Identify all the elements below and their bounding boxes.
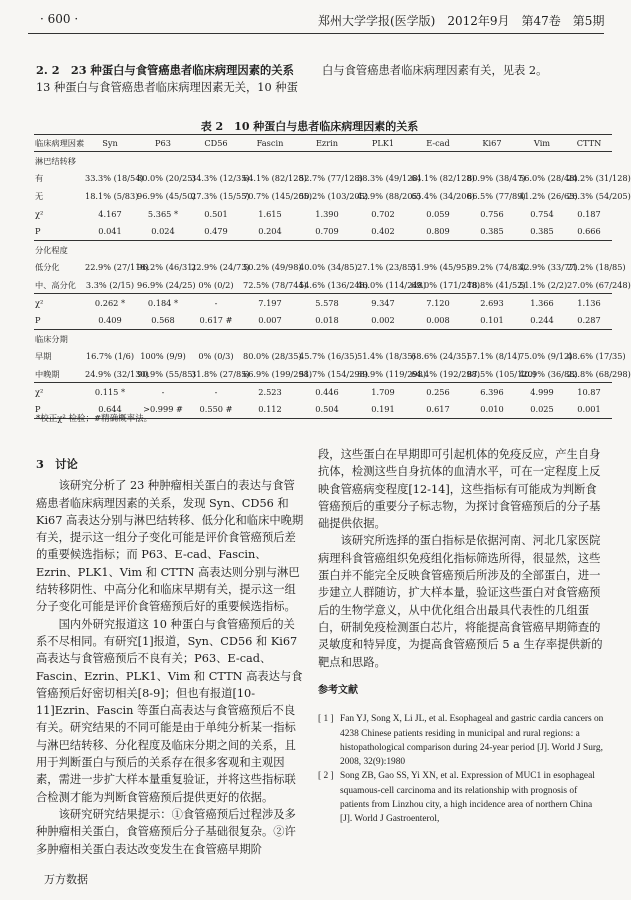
table-cell: 21.2% (18/85) xyxy=(567,262,626,273)
table-row-label: χ² xyxy=(34,383,84,401)
table-cell: 0.184 * xyxy=(136,294,190,312)
table-cell: 0.402 xyxy=(371,226,395,237)
references-heading: 参考文献 xyxy=(318,685,358,696)
table-column-header: P63 xyxy=(136,135,190,152)
table-cell: 69.0% (171/248) xyxy=(411,279,481,290)
table-cell: 51.7% (154/298) xyxy=(299,368,369,379)
discussion-paragraph: 该研究研究结果提示：①食管癌预后过程涉及多种肿瘤相关蛋白，食管癌预后分子基础很复杂。②许多肿瘤相关蛋白表达改变发生在食管癌早期阶 xyxy=(36,807,296,856)
table-cell: 0.501 xyxy=(204,208,228,219)
table-cell: 0.666 xyxy=(577,226,601,237)
table-cell: 18.1% (5/83) xyxy=(85,190,139,201)
table-cell: 0% (0/3) xyxy=(198,351,234,362)
table-cell xyxy=(356,152,410,170)
table-row-label: 中、高分化 xyxy=(35,279,76,290)
table-cell: 0.287 xyxy=(577,315,601,326)
table-cell xyxy=(566,329,612,347)
table-row-label: χ² xyxy=(34,294,84,312)
table-row-label: 淋巴结转移 xyxy=(34,152,84,170)
table-cell: 0.112 xyxy=(242,401,298,419)
table-cell: 2.523 xyxy=(242,383,298,401)
table-cell: 0.187 xyxy=(577,208,601,219)
discussion-paragraph: 国内外研究报道这 10 种蛋白与食管癌预后的关系不尽相同。有研究[1]报道，Syn、CD56 和 Ki67 高表达与食管癌预后不良有关；P63、E-cad、Fascin、Ezrin、PLK1、Vim 和 CTTN 高表达与食管癌预后好密切相关[8-9]；但也有报道[10-11]Ezrin、Fascin 等蛋白高表达与食管癌预后不良有关。研究结果的不同可能是由于单纯分析某一指标与淋巴结转移、分化程度及临床分期之间的关系，且用于判断蛋白与预后的关系存在很多客观和主观因素，需进一步扩大样本量重复验证，并将这些指标联合检测才能为判断食管癌预后提供更好的依据。 xyxy=(36,617,303,804)
table-cell: - xyxy=(136,383,190,401)
table-cell: 27.3% (15/55) xyxy=(191,190,250,201)
table-row-label: 分化程度 xyxy=(34,240,84,258)
table-cell xyxy=(84,329,136,347)
table-cell: 4.167 xyxy=(98,208,122,219)
table-cell: 33.3% (18/54) xyxy=(85,173,144,184)
table-cell: 1.366 xyxy=(518,294,566,312)
table-row xyxy=(34,240,612,258)
table-note: *校正χ² 检验；#精确概率法。 xyxy=(36,414,153,424)
table-cell: 100% (9/9) xyxy=(140,351,186,362)
table-row-label: P xyxy=(34,401,84,419)
table-row-label: 中晚期 xyxy=(35,368,60,379)
reference-text: Fan YJ, Song X, Li JL, et al. Esophageal and gastric cardia cancers on 4238 Chinese patients residing in municipal and rural regions: a histopathological comparison during 24-year period [J]. World J Surg, 2008, 32(9):1980 xyxy=(340,714,604,768)
table-cell: 51.9% (45/95) xyxy=(411,262,470,273)
section-2-2-heading: 2. 2 23 种蛋白与食管癌患者临床病理因素的关系 xyxy=(36,63,294,77)
table-column-header: E-cad xyxy=(410,135,466,152)
table-cell: 0.550 # xyxy=(190,401,242,419)
table-cell: 6.396 xyxy=(466,383,518,401)
table-cell xyxy=(298,240,356,258)
table-cell: 0.809 xyxy=(426,226,450,237)
table-cell: 0.262 * xyxy=(84,294,136,312)
table-row-label: 早期 xyxy=(35,351,52,362)
table-cell: 96.2% (46/31) xyxy=(137,262,196,273)
table-cell: 0.446 xyxy=(298,383,356,401)
table-cell: 1.709 xyxy=(356,383,410,401)
table-cell: 0.001 xyxy=(566,401,612,419)
table-cell: 41.2% (26/63) xyxy=(519,190,578,201)
table-cell: 0.244 xyxy=(530,315,554,326)
table-column-header: Ezrin xyxy=(298,135,356,152)
table-cell: 90.9% (55/85) xyxy=(137,368,196,379)
table-2 xyxy=(34,134,631,419)
table-cell: 0.709 xyxy=(315,226,339,237)
table-cell: 64.1% (82/128) xyxy=(243,173,307,184)
table-cell: 0.008 xyxy=(426,315,450,326)
table-cell: 39.9% (119/298) xyxy=(357,368,427,379)
table-cell: 22.9% (27/118) xyxy=(85,262,149,273)
table-cell xyxy=(136,240,190,258)
table-cell: 27.1% (23/85) xyxy=(357,262,416,273)
table-cell: 0.007 xyxy=(258,315,282,326)
table-cell: 86.5% (77/89) xyxy=(467,190,526,201)
table-row xyxy=(34,187,612,205)
table-cell: 64.4% (192/298) xyxy=(411,368,481,379)
table-cell: 16.7% (1/6) xyxy=(85,351,135,362)
table-cell: 80.0% (28/35) xyxy=(243,351,302,362)
table-cell: 0.504 xyxy=(298,401,356,419)
table-column-header: Vim xyxy=(518,135,566,152)
table-row xyxy=(34,329,612,347)
table-cell: 68.6% (24/35) xyxy=(411,351,470,362)
table-cell xyxy=(242,240,298,258)
table-row xyxy=(34,205,612,223)
table-cell: 0.644 xyxy=(84,401,136,419)
table-cell: 0.024 xyxy=(151,226,175,237)
reference-number: [ 1 ] xyxy=(318,714,334,725)
table-cell: 65.4% (34/206) xyxy=(411,190,475,201)
table-row-label: 低分化 xyxy=(35,262,60,273)
table-cell xyxy=(356,329,410,347)
table-cell: 70.7% (145/205) xyxy=(243,190,313,201)
table-row xyxy=(34,169,612,187)
table-row xyxy=(34,152,612,170)
section-2-2-text-left: 13 种蛋白与食管癌患者临床病理因素无关，10 种蛋 xyxy=(36,81,298,95)
table-cell: 0.002 xyxy=(371,315,395,326)
table-cell: 52.7% (77/128) xyxy=(299,173,363,184)
table-cell xyxy=(466,329,518,347)
table-cell xyxy=(566,152,612,170)
table-row-label: P xyxy=(35,226,41,237)
table-cell: - xyxy=(190,383,242,401)
table-cell: 24.2% (31/128) xyxy=(567,173,631,184)
page-number: · 600 · xyxy=(40,12,79,26)
table-cell: 48.6% (17/35) xyxy=(567,351,626,362)
table-cell xyxy=(518,240,566,258)
table-cell: >0.999 # xyxy=(136,401,190,419)
table-cell: 0.256 xyxy=(410,383,466,401)
table-cell xyxy=(298,329,356,347)
table-row xyxy=(34,223,612,241)
table-cell: 2.693 xyxy=(466,294,518,312)
table-cell xyxy=(242,329,298,347)
table-cell: 87.5% (105/120) xyxy=(467,368,537,379)
table-row xyxy=(34,383,612,401)
section-2-2-right xyxy=(322,62,604,79)
table-cell: 0.101 xyxy=(480,315,504,326)
section-2-2-text-right: 白与食管癌患者临床病理因素有关，见表 2。 xyxy=(322,64,548,77)
section-3-heading: 3 讨论 xyxy=(36,457,78,471)
table-cell: 34.3% (12/35) xyxy=(191,173,250,184)
table-cell: 66.9% (199/298) xyxy=(243,368,313,379)
table-cell: 80.0% (20/25) xyxy=(137,173,196,184)
table-cell xyxy=(136,152,190,170)
table-cell: 7.120 xyxy=(410,294,466,312)
table-row-label: P xyxy=(35,315,41,326)
table-row-label: 临床分期 xyxy=(34,329,84,347)
table-cell: 42.9% (88/205) xyxy=(357,190,421,201)
table-cell xyxy=(356,240,410,258)
table-cell: 64.1% (82/128) xyxy=(411,173,475,184)
table-cell: 27.0% (67/248) xyxy=(567,279,631,290)
table-cell: 1.615 xyxy=(258,208,282,219)
table-cell: 0.617 # xyxy=(199,315,233,326)
table-cell: 9.347 xyxy=(356,294,410,312)
table-cell: 0.756 xyxy=(480,208,504,219)
table-cell: 0.115 * xyxy=(84,383,136,401)
table-cell xyxy=(136,329,190,347)
table-row xyxy=(34,312,612,330)
table-cell: 24.9% (32/130) xyxy=(85,368,149,379)
table-cell xyxy=(410,152,466,170)
table-cell: 0.204 xyxy=(258,226,282,237)
table-cell: 46.0% (114/248) xyxy=(357,279,427,290)
table-cell xyxy=(566,240,612,258)
table-cell: 0.010 xyxy=(466,401,518,419)
table-cell xyxy=(242,152,298,170)
table-cell: 22.8% (68/298) xyxy=(567,368,631,379)
table-cell xyxy=(298,152,356,170)
table-cell: 57.1% (8/14) xyxy=(467,351,521,362)
table-cell: 80.9% (38/47) xyxy=(467,173,526,184)
table-cell: 31.8% (27/85) xyxy=(191,368,250,379)
footer-watermark-text: 万方数据 xyxy=(44,873,88,886)
table-cell: 4.999 xyxy=(518,383,566,401)
table-cell: 7.197 xyxy=(242,294,298,312)
table-cell: 0.479 xyxy=(204,226,228,237)
table-cell: 0.617 xyxy=(410,401,466,419)
table-cell xyxy=(410,329,466,347)
table-cell: 5.365 * xyxy=(147,208,179,219)
table-column-header: 临床病理因素 xyxy=(34,135,84,152)
table-cell: 75.0% (9/12) xyxy=(519,351,573,362)
table-cell: 0.702 xyxy=(371,208,395,219)
table-cell: 0.409 xyxy=(98,315,122,326)
section-2-2-left xyxy=(36,62,314,97)
header-rule xyxy=(28,33,604,34)
table-cell: 0.191 xyxy=(356,401,410,419)
table-row xyxy=(34,294,612,312)
discussion-right-column xyxy=(318,446,604,671)
table-column-header: PLK1 xyxy=(356,135,410,152)
table-row-label: 有 xyxy=(35,173,44,184)
discussion-left-column xyxy=(36,456,304,858)
table-cell: 96.9% (24/25) xyxy=(137,279,196,290)
table-cell: 10.87 xyxy=(566,383,612,401)
table-cell: 54.6% (136/248) xyxy=(299,279,369,290)
table-cell xyxy=(190,329,242,347)
table-cell: 51.1% (2/2) xyxy=(519,279,568,290)
table-cell: 78.8% (41/52) xyxy=(467,279,526,290)
table-column-header: Fascin xyxy=(242,135,298,152)
table-cell: 0.754 xyxy=(530,208,554,219)
table-cell: 50.2% (49/98) xyxy=(243,262,302,273)
reference-text: Song ZB, Gao SS, Yi XN, et al. Expression of MUC1 in esophageal squamous-cell carcinoma and its relationship with prognosis of patients from Linzhou city, a high incidence area of northern China [J]. World J Gastroenterol, xyxy=(340,771,595,825)
table-cell xyxy=(84,152,136,170)
table-row-label: χ² xyxy=(35,208,44,219)
table-cell: 0% (0/2) xyxy=(198,279,234,290)
table-cell: 0.059 xyxy=(426,208,450,219)
table-row xyxy=(34,258,612,276)
table-cell: 89.2% (74/83) xyxy=(467,262,526,273)
table-column-header: Syn xyxy=(84,135,136,152)
discussion-paragraph: 该研究分析了 23 种肿瘤相关蛋白的表达与食管癌患者临床病理因素的关系，发现 Syn、CD56 和 Ki67 高表达分别与淋巴结转移、低分化和临床中晚期有关，提示这一组分子变化可能是评价食管癌预后差的重要候选指标；而 P63、E-cad、Fascin、Ezrin、PLK1、Vim 和 CTTN 高表达则分别与淋巴结转移阴性、中高分化和临床早期有关，提示这一组分子变化可能是评价食管癌预后好的重要候选指标。 xyxy=(36,479,304,614)
table-cell: 1.136 xyxy=(566,294,612,312)
table-cell xyxy=(466,240,518,258)
table-cell: 3.3% (2/15) xyxy=(85,279,135,290)
table-cell: - xyxy=(190,294,242,312)
table-cell: 0.385 xyxy=(480,226,504,237)
table-column-header: Ki67 xyxy=(466,135,518,152)
table-cell xyxy=(466,152,518,170)
table-cell: 0.385 xyxy=(530,226,554,237)
table-cell: 72.5% (78/744) xyxy=(243,279,307,290)
reference-item xyxy=(318,712,604,769)
journal-header: 郑州大学学报(医学版) 2012年9月 第47卷 第5期 xyxy=(318,14,605,28)
table-cell: 1.390 xyxy=(315,208,339,219)
table-cell: 40.9% (36/88) xyxy=(519,368,578,379)
table-row xyxy=(34,347,612,365)
table-cell: 0.018 xyxy=(315,315,339,326)
table-cell: 22.9% (24/73) xyxy=(191,262,250,273)
table-cell: 45.7% (16/35) xyxy=(299,351,358,362)
table-cell: 56.0% (28/48) xyxy=(519,173,578,184)
references xyxy=(318,684,604,827)
reference-item xyxy=(318,769,604,826)
table-cell: 38.3% (49/128) xyxy=(357,173,421,184)
discussion-paragraph: 段，这些蛋白在早期即可引起机体的免疫反应，产生自身抗体，检测这些自身抗体的血清水平，可在一定程度上反映食管癌病变程度[12-14]，这些指标有可能成为判断食管癌预后的重要分子标志物，为探讨食管癌预后的分子基础提供依据。 xyxy=(318,448,601,531)
table-cell xyxy=(518,329,566,347)
table-row xyxy=(34,365,612,383)
table-cell xyxy=(84,240,136,258)
table-row xyxy=(34,276,612,294)
table-cell xyxy=(190,240,242,258)
table-column-header: CTTN xyxy=(566,135,612,152)
table-cell: 42.9% (33/77) xyxy=(519,262,578,273)
table-title: 表 2 10 种蛋白与患者临床病理因素的关系 xyxy=(200,120,419,133)
table-cell xyxy=(190,152,242,170)
table-cell: 50.2% (103/205) xyxy=(299,190,369,201)
table-column-header: CD56 xyxy=(190,135,242,152)
table-cell: 40.0% (34/85) xyxy=(299,262,358,273)
table-cell: 5.578 xyxy=(298,294,356,312)
table-cell xyxy=(518,152,566,170)
table-cell xyxy=(410,240,466,258)
table-cell: 26.3% (54/205) xyxy=(567,190,631,201)
table-cell: 0.568 xyxy=(151,315,175,326)
table-row-label: 无 xyxy=(35,190,44,201)
table-cell: 96.9% (45/50) xyxy=(137,190,196,201)
discussion-paragraph: 该研究所选择的蛋白指标是依据河南、河北几家医院病理科食管癌组织免疫组化指标筛选所得，很显然，这些蛋白并不能完全反映食管癌预后所涉及的全部蛋白，进一步建立人群随访，扩大样本量，验证这些蛋白对食管癌预后的生物学意义，从中优化组合出最具代表性的几组蛋白，研制免疫检测蛋白芯片，将能提高食管癌早期筛查的灵敏度和特异度，为提高食管癌预后 5 a 生存率提供新的靶点和思路。 xyxy=(318,534,603,669)
table-cell: 0.041 xyxy=(98,226,122,237)
reference-number: [ 2 ] xyxy=(318,771,334,782)
table-header-row xyxy=(34,135,612,152)
table-cell: 51.4% (18/35) xyxy=(357,351,416,362)
table-cell: 0.025 xyxy=(518,401,566,419)
